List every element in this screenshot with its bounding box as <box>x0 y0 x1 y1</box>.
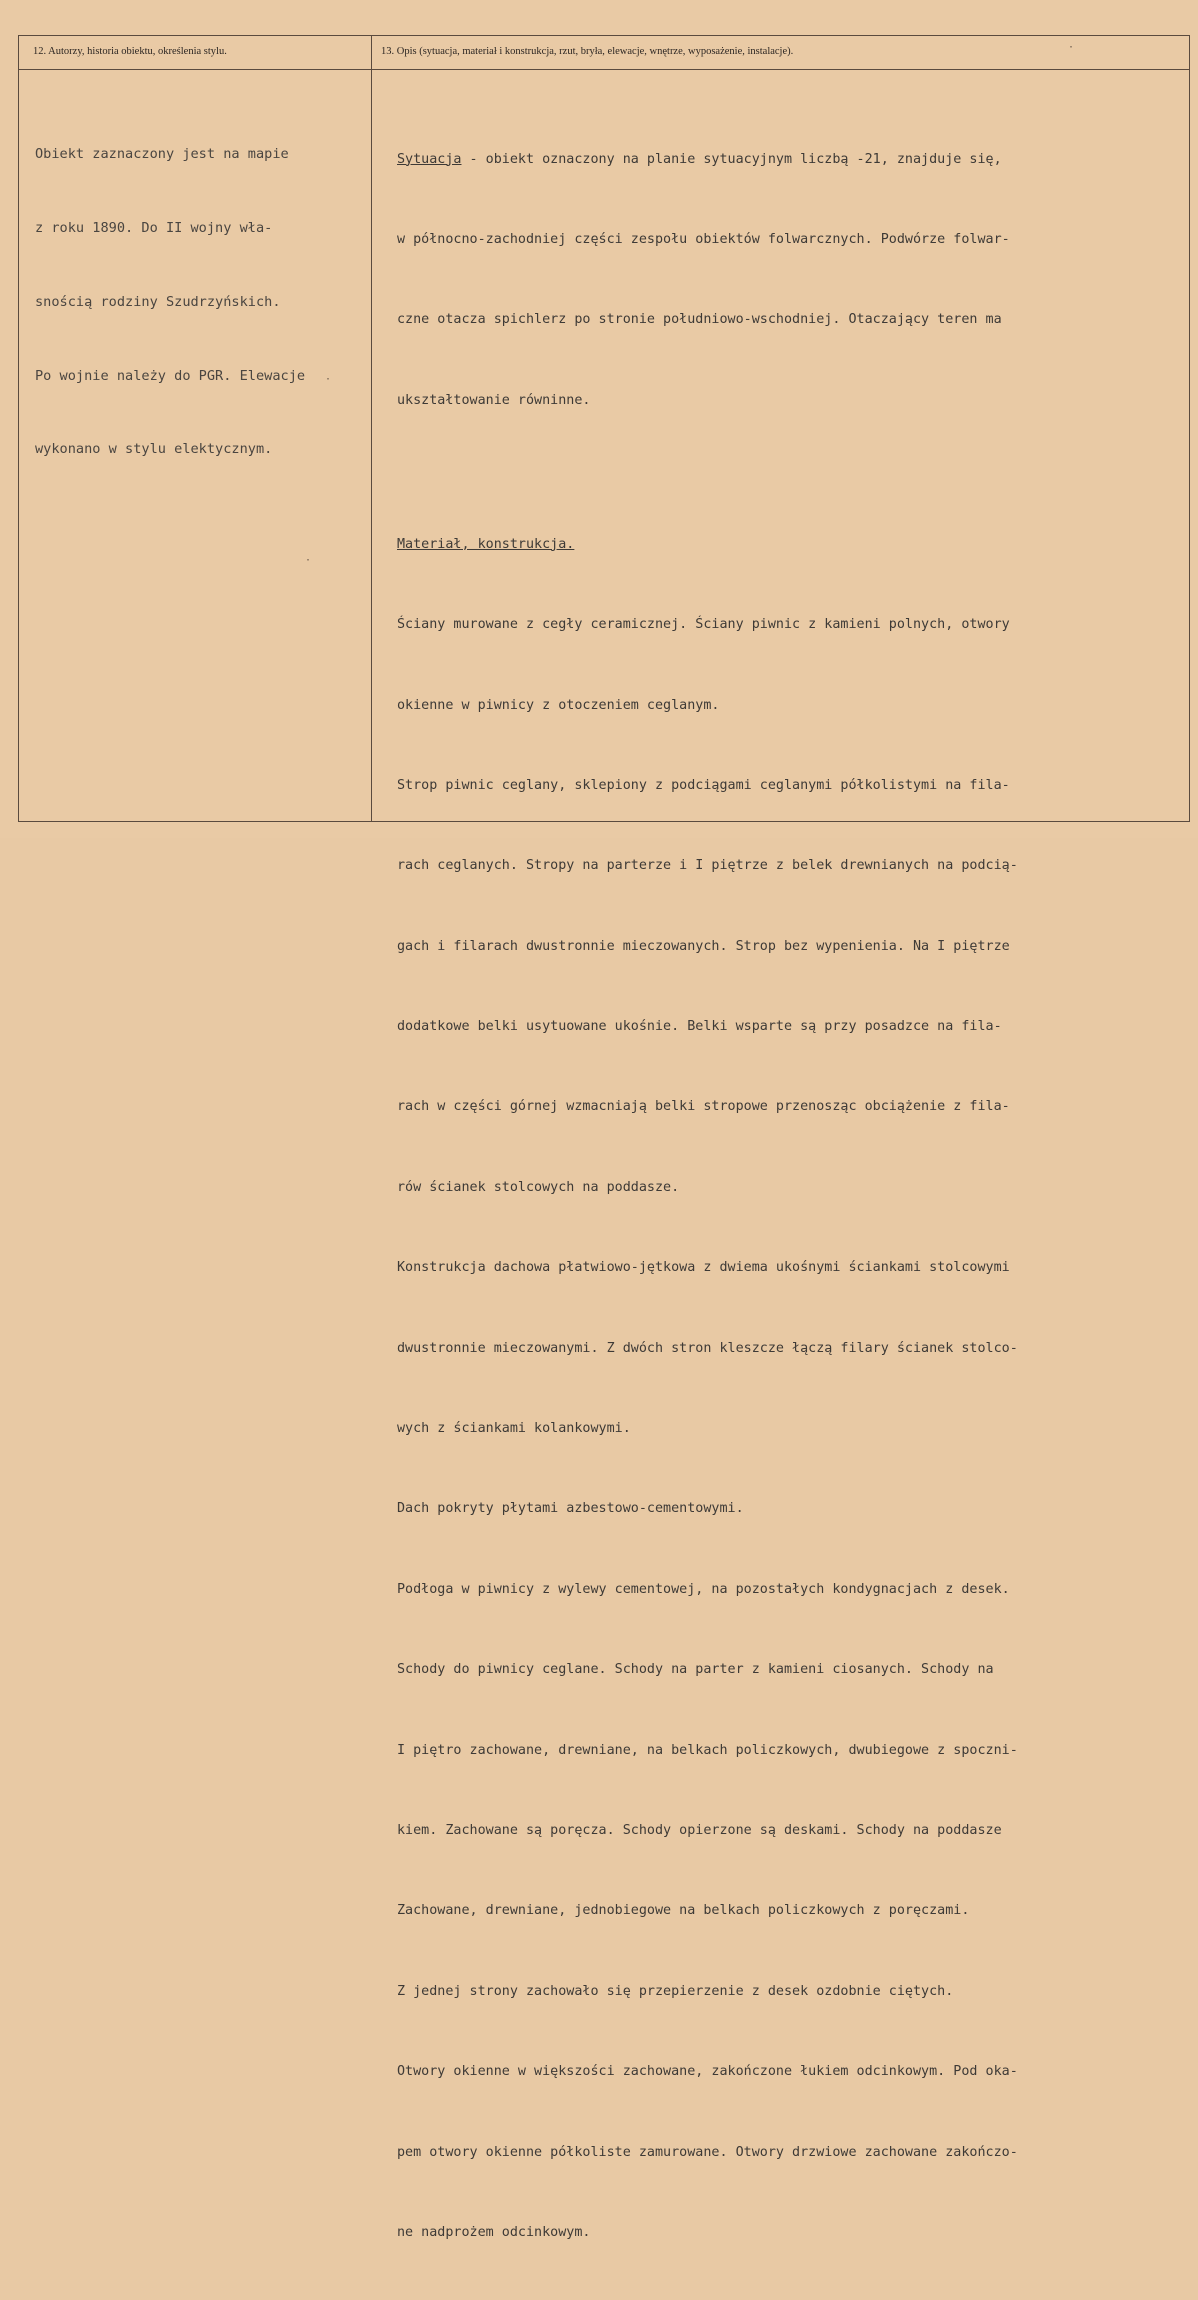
material-line: I piętro zachowane, drewniane, na belkach policzkowych, dwubiegowe z spoczni- <box>397 1742 1018 1758</box>
material-line: Podłoga w piwnicy z wylewy cementowej, na pozostałych kondygnacjach z desek. <box>397 1581 1010 1597</box>
specks: · <box>1068 42 1075 53</box>
material-line: Strop piwnic ceglany, sklepiony z podciągami ceglanymi półkolistymi na fila- <box>397 777 1010 793</box>
sytuacja-line: ukształtowanie równinne. <box>397 392 591 408</box>
material-line: okienne w piwnicy z otoczeniem ceglanym. <box>397 697 720 713</box>
section-12-header: 12. Autorzy, historia obiektu, określenia stylu. <box>33 46 227 57</box>
material-line: Schody do piwnicy ceglane. Schody na parter z kamieni ciosanych. Schody na <box>397 1662 994 1678</box>
material-line: Dach pokryty płytami azbestowo-cementowymi. <box>397 1501 744 1517</box>
history-line: wykonano w stylu elektycznym. <box>35 441 273 458</box>
material-line: rach ceglanych. Stropy na parterze i I piętrze z belek drewnianych na podcią- <box>397 858 1018 874</box>
material-line: gach i filarach dwustronnie mieczowanych. Strop bez wypenienia. Na I piętrze <box>397 938 1010 954</box>
material-line: rów ścianek stolcowych na poddasze. <box>397 1179 680 1195</box>
history-text <box>35 93 371 511</box>
material-line: kiem. Zachowane są poręcza. Schody opierzone są deskami. Schody na poddasze <box>397 1823 1002 1838</box>
sytuacja-heading: Sytuacja <box>397 151 462 167</box>
history-line: Po wojnie należy do PGR. Elewacje <box>35 367 306 384</box>
sytuacja-line: w północno-zachodniej części zespołu obiektów folwarcznych. Podwórze folwar- <box>397 231 1010 247</box>
material-line: dwustronnie mieczowanymi. Z dwóch stron kleszcze łączą filary ścianek stolco- <box>397 1340 1018 1356</box>
paragraph-gap <box>397 468 1192 478</box>
specks: · <box>325 374 332 385</box>
material-line: Zachowane, drewniane, jednobiegowe na belkach policzkowych z poręczami. <box>397 1903 970 1919</box>
sytuacja-line: czne otacza spichlerz po stronie południowo-wschodniej. Otaczający teren ma <box>397 312 1002 328</box>
material-heading: Materiał, konstrukcja. <box>397 536 575 552</box>
form-frame <box>18 35 1190 2240</box>
material-line: dodatkowe belki usytuowane ukośnie. Belki wsparte są przy posadzce na fila- <box>397 1019 1002 1035</box>
material-line: Konstrukcja dachowa płatwiowo-jętkowa z dwiema ukośnymi ściankami stolcowymi <box>397 1260 1010 1276</box>
section-13-header: 13. Opis (sytuacja, materiał i konstrukcja, rzut, bryła, elewacje, wnętrze, wyposażenie, instalacje). <box>381 46 794 57</box>
material-heading-line <box>397 532 1192 559</box>
header-rule <box>19 69 1189 70</box>
material-line: Ściany murowane z cegły ceramicznej. Ściany piwnic z kamieni polnych, otwory <box>397 617 1010 633</box>
material-line: wych z ściankami kolankowymi. <box>397 1421 631 1437</box>
material-line: pem otwory okienne półkoliste zamurowane. Otwory drzwiowe zachowane zakończo- <box>397 2144 1018 2160</box>
sytuacja-first-rest: - obiekt oznaczony na planie sytuacyjnym liczbą -21, znajduje się, <box>461 151 1002 167</box>
description-text <box>397 93 1192 2300</box>
material-line: Otwory okienne w większości zachowane, zakończone łukiem odcinkowym. Pod oka- <box>397 2064 1018 2080</box>
material-line: ne nadprożem odcinkowym. <box>397 2224 591 2240</box>
history-line: snością rodziny Szudrzyńskich. <box>35 293 281 310</box>
material-line: rach w części górnej wzmacniają belki stropowe przenosząc obciążenie z fila- <box>397 1099 1010 1115</box>
history-line: Obiekt zaznaczony jest na mapie <box>35 146 289 163</box>
history-line: z roku 1890. Do II wojny wła- <box>35 219 273 236</box>
specks: · <box>305 555 312 566</box>
sytuacja-first-line <box>397 147 1192 174</box>
material-line: Z jednej strony zachowało się przepierzenie z desek ozdobnie ciętych. <box>397 1983 954 1999</box>
column-divider <box>371 36 372 821</box>
